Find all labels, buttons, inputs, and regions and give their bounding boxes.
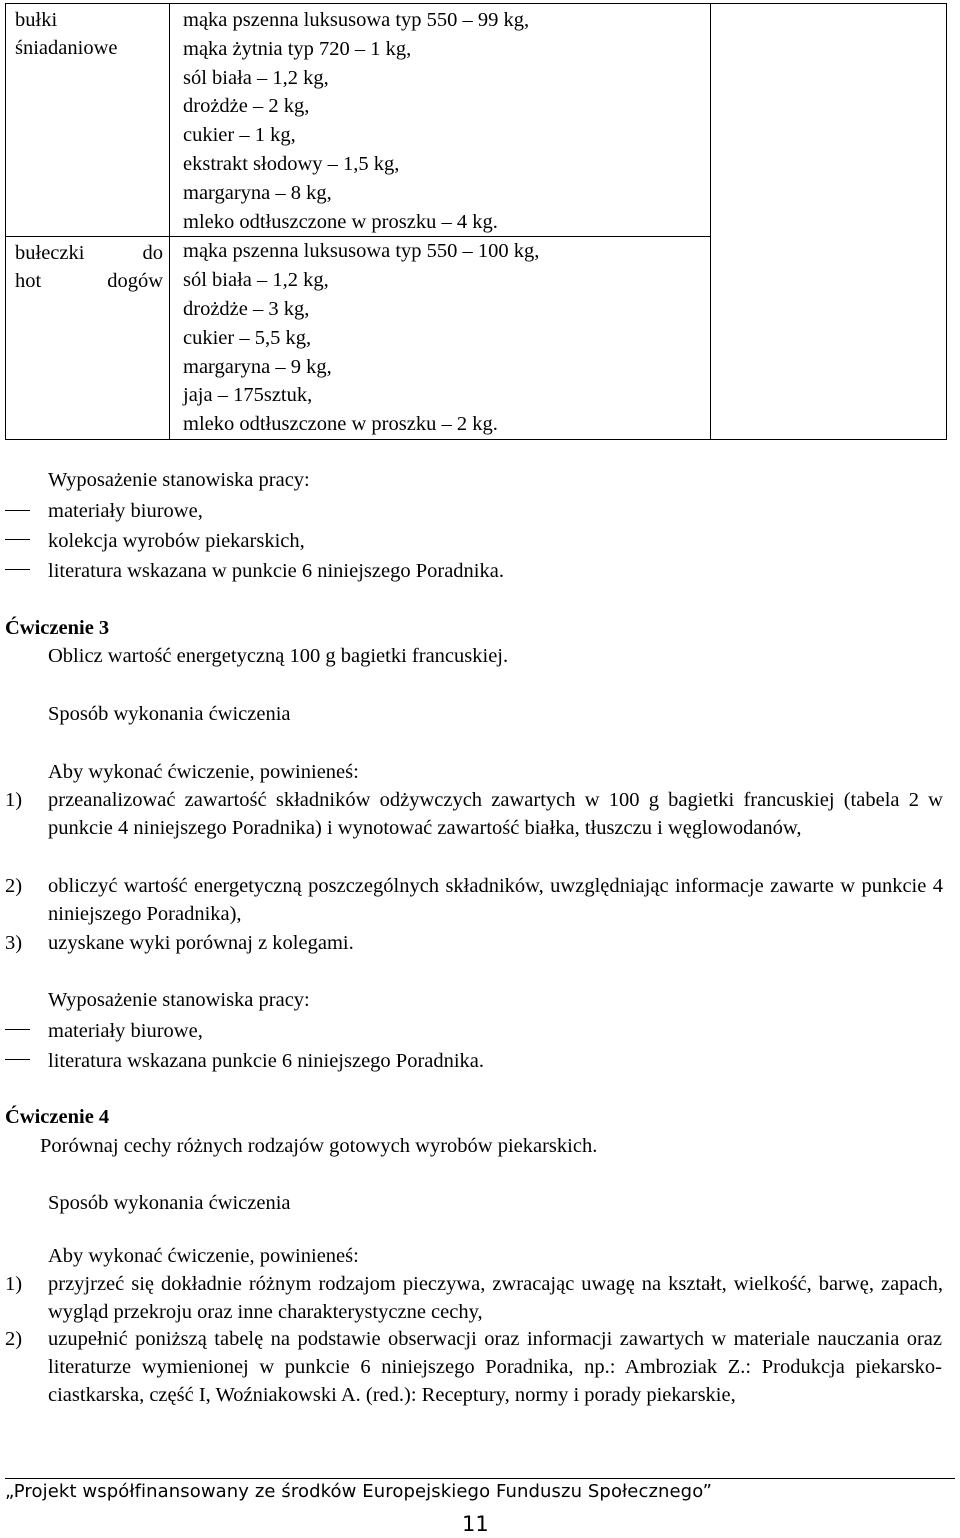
equipment-item: kolekcja wyrobów piekarskich, [48,530,305,552]
step-text: przeanalizować zawartość składników odżywczych zawartych w 100 g bagietki francuskiej (tabela 2 w punkcie 4 niniejszego Poradnika) i wynotować zawartość białka, tłuszczu i węglowodanów, [48,789,943,839]
product-name-line: hot dogów [15,270,163,293]
product-name-cell [6,237,170,440]
ingredient-line: margaryna – 8 kg, [183,181,332,204]
product-name-line: śniadaniowe [15,37,118,59]
dash-bullet [5,1059,30,1060]
ingredient-line: sól biała – 1,2 kg, [183,66,329,89]
page-number: 11 [462,1512,489,1536]
ingredient-line: sól biała – 1,2 kg, [183,269,329,292]
ingredient-line: mąka pszenna luksusowa typ 550 – 99 kg, [183,9,530,31]
ingredient-line: mąka pszenna luksusowa typ 550 – 100 kg, [183,240,540,263]
equipment-item: materiały biurowe, [48,1020,203,1042]
ingredients-cell [170,4,711,237]
ingredient-line: ekstrakt słodowy – 1,5 kg, [183,152,400,175]
dash-bullet [5,539,30,540]
table-row [6,4,947,237]
ingredients-table [5,3,947,440]
step-number: 3) [5,932,23,954]
footer-divider [5,1478,955,1479]
step-number: 1) [5,1273,23,1295]
step-text: uzyskane wyki porównaj z kolegami. [48,932,354,954]
exercise-title: Ćwiczenie 4 [5,1106,110,1128]
step-text: obliczyć wartość energetyczną poszczególnych składników, uwzględniając informacje zawarte w punkcie 4 niniejszego Poradnika), [48,875,943,925]
ingredient-line: cukier – 5,5 kg, [183,326,312,349]
ingredient-line: cukier – 1 kg, [183,124,296,147]
equipment-item: materiały biurowe, [48,500,203,522]
method-heading: Sposób wykonania ćwiczenia [48,703,291,725]
ingredient-line: mąka żytnia typ 720 – 1 kg, [183,37,412,60]
steps-intro: Aby wykonać ćwiczenie, powinieneś: [48,1245,359,1267]
exercise-task: Porównaj cechy różnych rodzajów gotowych wyrobów piekarskich. [40,1135,598,1157]
step-text: przyjrzeć się dokładnie różnym rodzajom pieczywa, zwracając uwagę na kształt, wielkość, barwę, zapach, wygląd przekroju oraz inne charakterystyczne cechy, [48,1273,943,1323]
ingredients-cell [170,237,711,440]
ingredient-line: mleko odtłuszczone w proszku – 4 kg. [183,210,498,233]
exercise-title: Ćwiczenie 3 [5,617,110,639]
equipment-heading: Wyposażenie stanowiska pracy: [48,989,310,1011]
ingredient-line: drożdże – 3 kg, [183,297,310,320]
method-heading: Sposób wykonania ćwiczenia [48,1192,291,1214]
ingredient-line: jaja – 175sztuk, [183,384,313,407]
step-number: 2) [5,1328,23,1350]
product-name-line: bułki [15,9,58,31]
ingredient-line: margaryna – 9 kg, [183,355,332,378]
footer-text: „Projekt współfinansowany ze środków Europejskiego Funduszu Społecznego” [5,1481,713,1502]
step-number: 1) [5,789,23,811]
dash-bullet [5,569,30,570]
dash-bullet [5,1029,30,1030]
product-name-line: bułeczki do [15,242,163,265]
product-name-cell [6,4,170,237]
ingredient-line: mleko odtłuszczone w proszku – 2 kg. [183,413,498,436]
equipment-item: literatura wskazana punkcie 6 niniejszego Poradnika. [48,1050,485,1072]
step-text: uzupełnić poniższą tabelę na podstawie obserwacji oraz informacji zawartych w materiale nauczania oraz literaturze wymienionej w punkcie 6 niniejszego Poradnika, np.: Ambroziak Z.: Produkcja piekarsko-ciastkarska, część I, Woźniakowski A. (red.): Receptury, normy i porady piekarskie, [48,1328,942,1406]
dash-bullet [5,510,30,511]
ingredient-line: drożdże – 2 kg, [183,95,310,118]
equipment-heading: Wyposażenie stanowiska pracy: [48,469,310,491]
step-number: 2) [5,875,23,897]
steps-intro: Aby wykonać ćwiczenie, powinieneś: [48,761,359,783]
empty-cell [711,4,947,440]
equipment-item: literatura wskazana w punkcie 6 niniejszego Poradnika. [48,560,504,582]
exercise-task: Oblicz wartość energetyczną 100 g bagietki francuskiej. [48,645,509,667]
